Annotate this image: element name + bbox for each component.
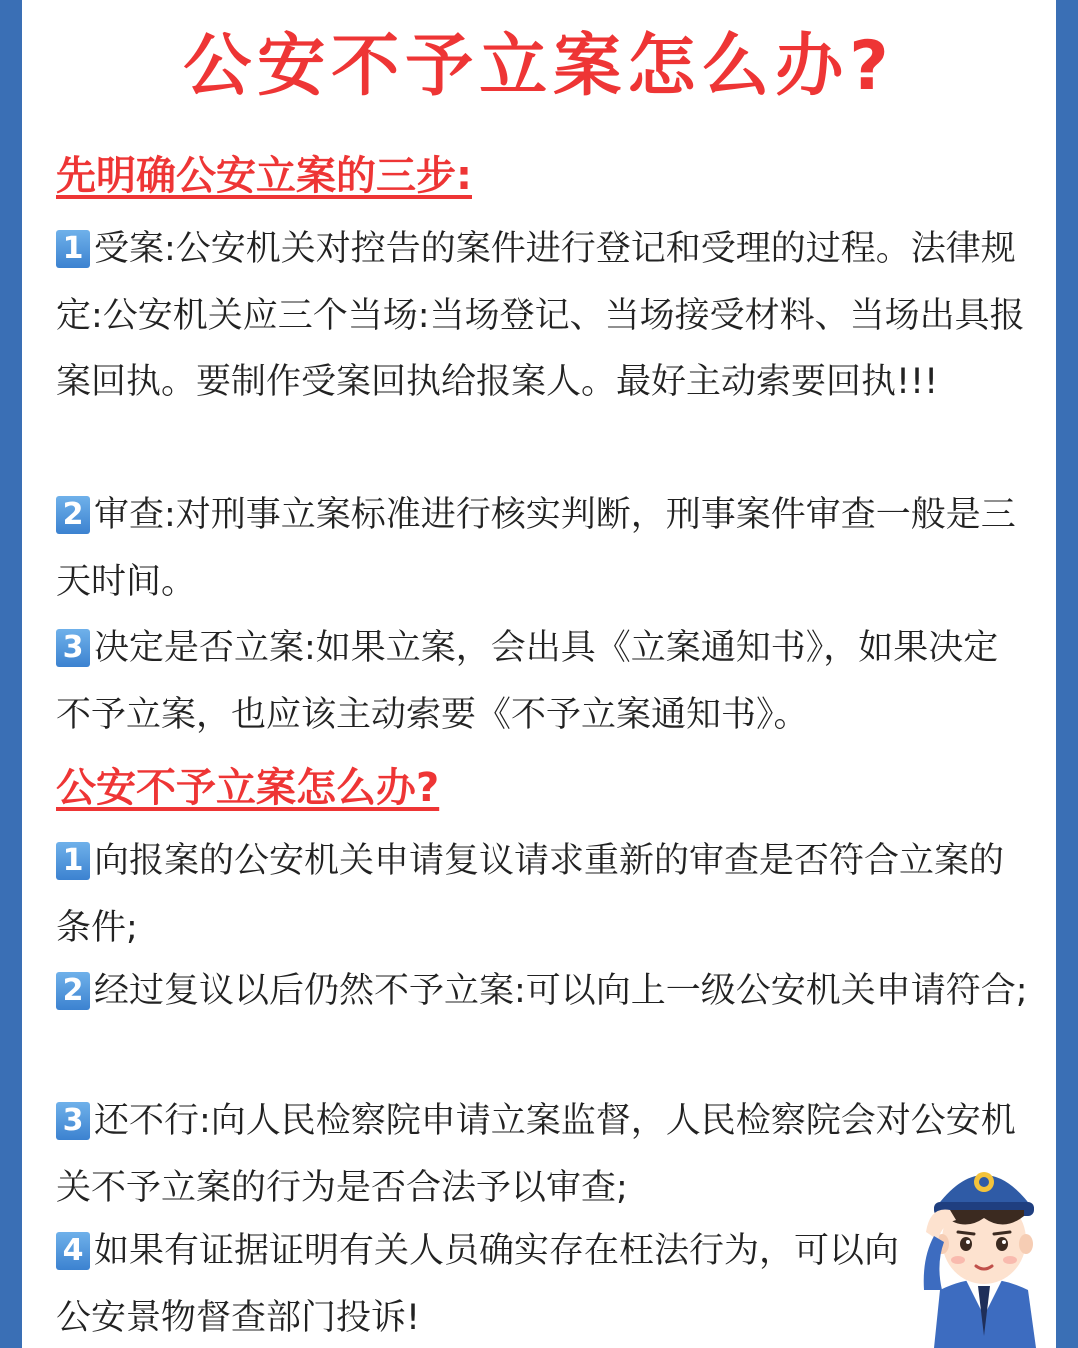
content-card — [22, 0, 1056, 1348]
item-text: 审查:对刑事立案标准进行核实判断，刑事案件审查一般是三天时间。 — [56, 495, 1016, 602]
list-item — [56, 615, 1031, 748]
number-badge: 1 — [56, 230, 90, 268]
number-badge: 3 — [56, 629, 90, 667]
number-badge: 1 — [56, 842, 90, 880]
item-text: 受案:公安机关对控告的案件进行登记和受理的过程。法律规定:公安机关应三个当场:当场登记、当场接受材料、当场出具报案回执。要制作受案回执给报案人。最好主动索要回执!!! — [56, 229, 1025, 402]
item-text: 决定是否立案:如果立案，会出具《立案通知书》，如果决定不予立案，也应该主动索要《不予立案通知书》。 — [56, 628, 999, 735]
item-text: 经过复议以后仍然不予立案:可以向上一级公安机关申请符合; — [94, 971, 1028, 1011]
number-badge: 2 — [56, 972, 90, 1010]
list-item — [56, 1218, 916, 1348]
number-badge: 3 — [56, 1102, 90, 1140]
list-item — [56, 482, 1031, 615]
list-item — [56, 958, 1031, 1025]
list-item — [56, 1088, 1031, 1221]
police-officer-saluting-icon — [920, 1140, 1048, 1348]
list-item — [56, 828, 1031, 961]
item-text: 如果有证据证明有关人员确实存在枉法行为，可以向公安景物督查部门投诉! — [56, 1231, 900, 1338]
item-text: 向报案的公安机关申请复议请求重新的审查是否符合立案的条件; — [56, 841, 1005, 948]
section-heading-steps: 先明确公安立案的三步: — [56, 153, 472, 199]
list-item — [56, 216, 1031, 416]
number-badge: 4 — [56, 1232, 90, 1270]
page-title: 公安不予立案怎么办? — [183, 27, 895, 106]
item-text: 还不行:向人民检察院申请立案监督，人民检察院会对公安机关不予立案的行为是否合法予以审查; — [56, 1101, 1016, 1208]
section-heading-what-to-do: 公安不予立案怎么办? — [56, 765, 440, 811]
number-badge: 2 — [56, 496, 90, 534]
